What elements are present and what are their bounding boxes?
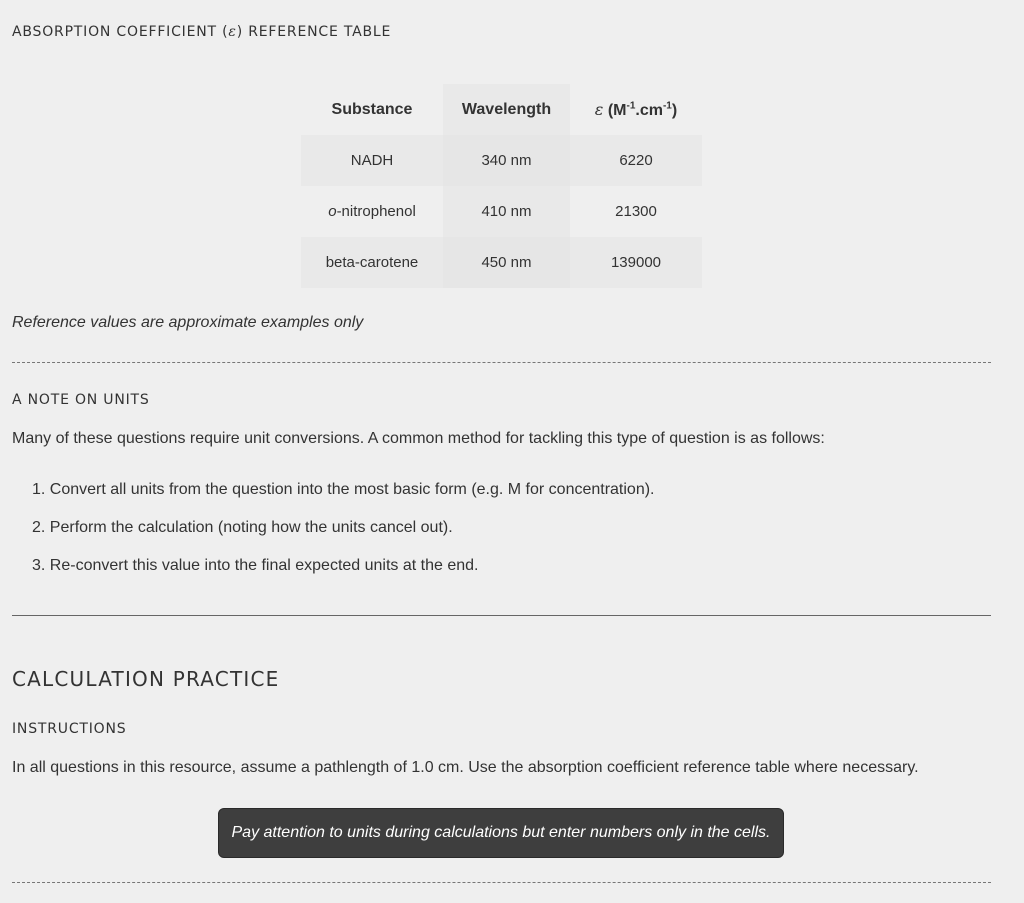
header-epsilon-sup1: -1 xyxy=(626,100,636,112)
cell-epsilon: 139000 xyxy=(570,237,702,288)
absorption-title-end: ) REFERENCE TABLE xyxy=(236,24,392,40)
list-item: 3. Re-convert this value into the final expected units at the end. xyxy=(32,557,479,574)
table-caption: Reference values are approximate examples only xyxy=(12,314,364,331)
list-item: 2. Perform the calculation (noting how the units cancel out). xyxy=(32,519,453,536)
units-intro: Many of these questions require unit conversions. A common method for tackling this type of question is as follows: xyxy=(12,430,825,447)
header-wavelength: Wavelength xyxy=(443,84,570,135)
header-epsilon-unit-mid: .cm xyxy=(635,101,663,119)
substance-name: -nitrophenol xyxy=(336,203,416,220)
substance-name: NADH xyxy=(350,152,394,169)
table-row xyxy=(301,186,702,237)
solid-divider xyxy=(12,615,991,616)
table-row xyxy=(301,237,702,288)
absorption-section-title xyxy=(12,24,391,40)
cell-epsilon: 21300 xyxy=(570,186,702,237)
instructions-title: INSTRUCTIONS xyxy=(12,721,127,737)
cell-epsilon: 6220 xyxy=(570,135,702,186)
header-substance: Substance xyxy=(331,100,413,118)
header-epsilon-unit-open: (M xyxy=(603,101,627,119)
cell-wavelength: 450 nm xyxy=(443,237,570,288)
header-epsilon xyxy=(570,84,702,135)
list-item: 1. Convert all units from the question into the most basic form (e.g. M for concentration). xyxy=(32,481,655,498)
units-section-title: A NOTE ON UNITS xyxy=(12,392,150,408)
table-header-row xyxy=(301,84,702,135)
substance-name: beta-carotene xyxy=(325,254,419,271)
header-epsilon-symbol: ε xyxy=(594,99,604,119)
header-epsilon-unit-close: ) xyxy=(671,101,678,119)
units-steps-list xyxy=(32,480,655,594)
cell-wavelength: 340 nm xyxy=(443,135,570,186)
cell-substance xyxy=(301,135,443,186)
units-notice-banner: Pay attention to units during calculations but enter numbers only in the cells. xyxy=(218,808,784,858)
header-epsilon-sup2: -1 xyxy=(662,100,672,112)
reference-table xyxy=(301,84,702,288)
cell-wavelength: 410 nm xyxy=(443,186,570,237)
epsilon-symbol: ε xyxy=(228,24,237,40)
instructions-text: In all questions in this resource, assume a pathlength of 1.0 cm. Use the absorption coefficient reference table where necessary. xyxy=(12,759,919,776)
practice-title: CALCULATION PRACTICE xyxy=(12,667,280,691)
dashed-divider xyxy=(12,362,991,363)
cell-substance xyxy=(301,186,443,237)
absorption-title-text: ABSORPTION COEFFICIENT ( xyxy=(12,24,229,40)
cell-substance xyxy=(301,237,443,288)
dashed-divider-bottom xyxy=(12,882,991,883)
substance-prefix: o xyxy=(328,203,337,220)
table-row xyxy=(301,135,702,186)
